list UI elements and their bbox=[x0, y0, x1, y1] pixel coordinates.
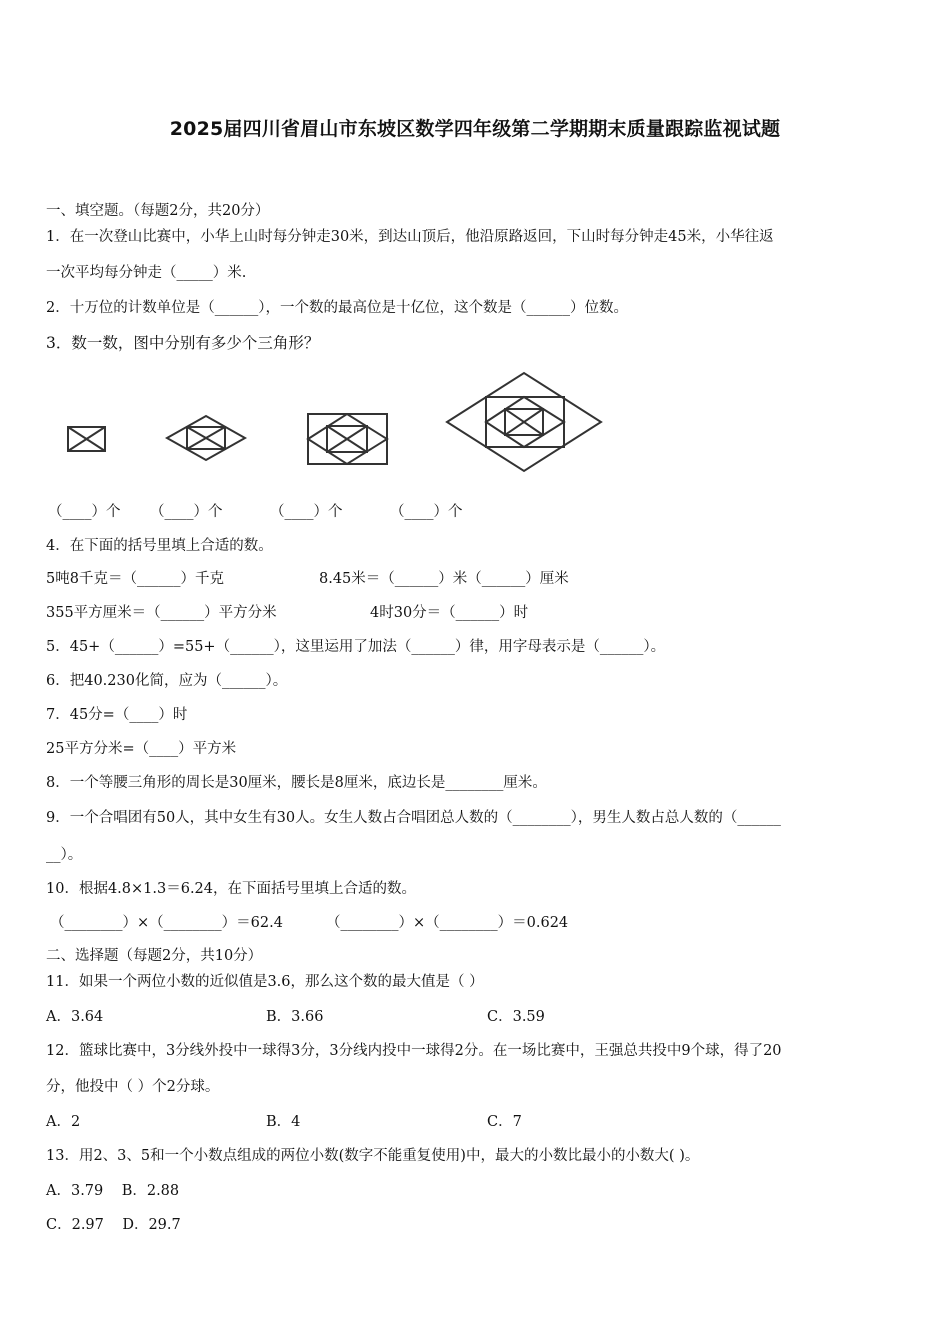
q11-option-b: B．3.66 bbox=[266, 1009, 324, 1025]
question-13: 13．用2、3、5和一个小数点组成的两位小数(数字不能重复使用)中，最大的小数比最小的小数大( )。 bbox=[46, 1148, 700, 1164]
question-4-item-2: 8.45米＝（______）米（______）厘米 bbox=[319, 571, 569, 587]
triangle-figure-4 bbox=[444, 370, 604, 474]
q12-option-a: A．2 bbox=[46, 1114, 81, 1130]
question-3: 3．数一数，图中分别有多少个三角形？ bbox=[46, 334, 320, 352]
question-7-part-1: 7．45分=（____）时 bbox=[46, 707, 188, 723]
q13-options-row-1: A．3.79 B．2.88 bbox=[46, 1183, 180, 1199]
question-1-line-1: 1．在一次登山比赛中，小华上山时每分钟走30米，到达山顶后，他沿原路返回，下山时每分钟走45米，小华往返 bbox=[46, 229, 774, 245]
question-5: 5．45+（______）=55+（______），这里运用了加法（______）律，用字母表示是（______）。 bbox=[46, 639, 666, 655]
section-2-heading: 二、选择题（每题2分，共10分） bbox=[46, 948, 263, 964]
question-8: 8．一个等腰三角形的周长是30厘米，腰长是8厘米，底边长是________厘米。 bbox=[46, 775, 547, 791]
q12-option-c: C．7 bbox=[487, 1114, 522, 1130]
question-12-line-1: 12．篮球比赛中，3分线外投中一球得3分，3分线内投中一球得2分。在一场比赛中，王强总共投中9个球，得了20 bbox=[46, 1043, 782, 1059]
question-4-item-3: 355平方厘米＝（______）平方分米 bbox=[46, 605, 277, 621]
q3-answer-2: （____）个 bbox=[150, 504, 223, 520]
section-1-heading: 一、填空题。（每题2分，共20分） bbox=[46, 203, 270, 219]
question-4-item-1: 5吨8千克＝（______）千克 bbox=[46, 571, 224, 587]
question-2: 2．十万位的计数单位是（______），一个数的最高位是十亿位，这个数是（______）位数。 bbox=[46, 300, 628, 316]
q12-option-b: B．4 bbox=[266, 1114, 301, 1130]
triangle-figure-2 bbox=[164, 413, 248, 463]
q13-options-row-2: C．2.97 D．29.7 bbox=[46, 1217, 181, 1233]
question-11: 11．如果一个两位小数的近似值是3.6，那么这个数的最大值是（ ） bbox=[46, 974, 484, 990]
q3-answer-1: （____）个 bbox=[48, 504, 121, 520]
q11-option-c: C．3.59 bbox=[487, 1009, 545, 1025]
question-6: 6．把40.230化简，应为（______）。 bbox=[46, 673, 288, 689]
question-10: 10．根据4.8×1.3＝6.24，在下面括号里填上合适的数。 bbox=[46, 881, 417, 897]
question-10-item-2: （________）×（________）＝0.624 bbox=[326, 915, 569, 931]
triangle-figure-3 bbox=[305, 410, 391, 468]
triangle-figure-1 bbox=[66, 424, 108, 454]
question-9-line-1: 9．一个合唱团有50人，其中女生有30人。女生人数占合唱团总人数的（________），男生人数占总人数的（______ bbox=[46, 810, 781, 826]
question-12-line-2: 分，他投中（ ）个2分球。 bbox=[46, 1079, 220, 1095]
question-10-item-1: （________）×（________）＝62.4 bbox=[50, 915, 283, 931]
q11-option-a: A．3.64 bbox=[46, 1009, 104, 1025]
q3-answer-3: （____）个 bbox=[270, 504, 343, 520]
question-1-line-2: 一次平均每分钟走（_____）米. bbox=[46, 265, 247, 281]
question-7-part-2: 25平方分米=（____）平方米 bbox=[46, 741, 237, 757]
q3-answer-4: （____）个 bbox=[390, 504, 463, 520]
question-9-line-2: __）。 bbox=[46, 847, 83, 863]
question-4: 4．在下面的括号里填上合适的数。 bbox=[46, 538, 273, 554]
question-4-item-4: 4时30分＝（______）时 bbox=[370, 605, 529, 621]
page-title: 2025届四川省眉山市东坡区数学四年级第二学期期末质量跟踪监视试题 bbox=[169, 118, 781, 140]
